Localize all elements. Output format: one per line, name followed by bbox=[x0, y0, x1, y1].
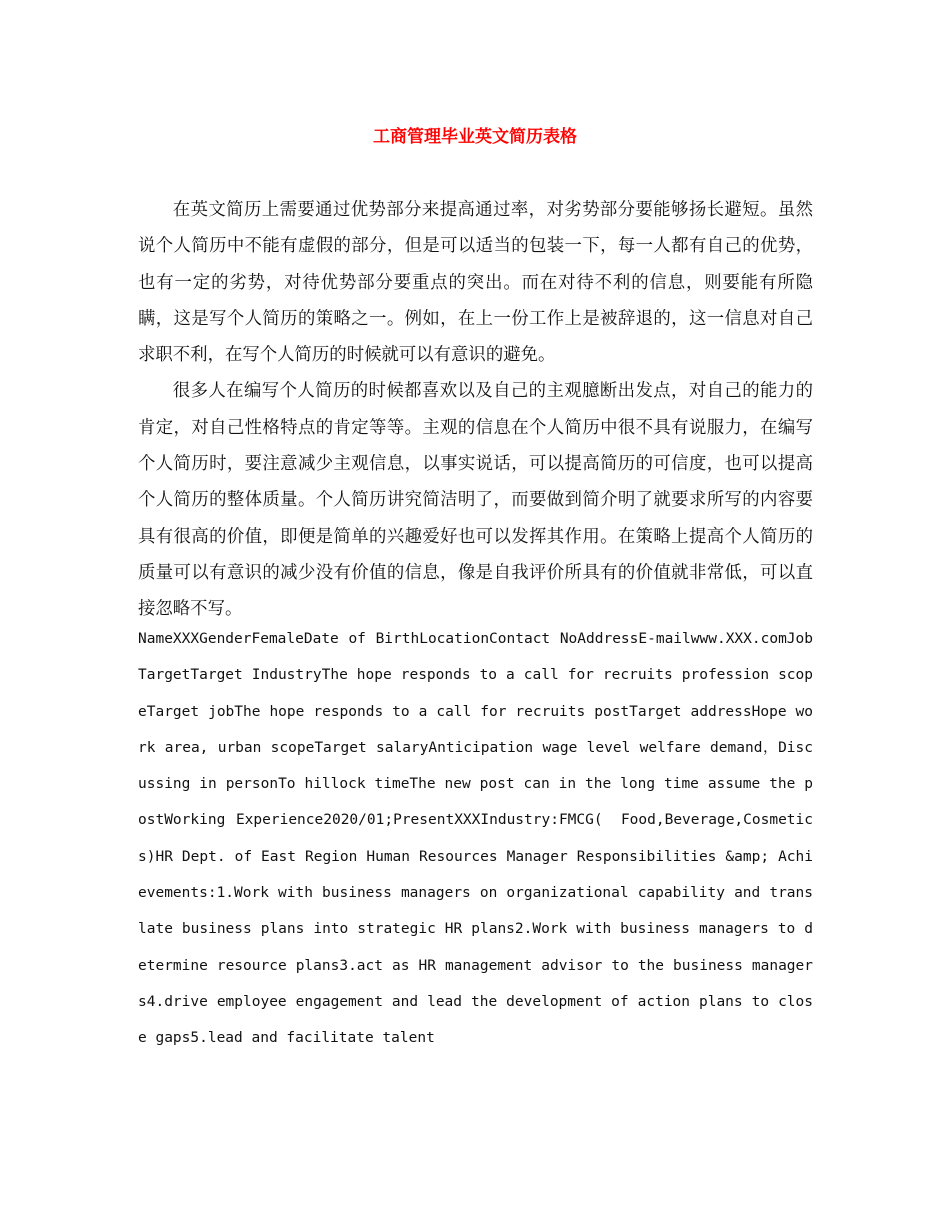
english-resume-text: NameXXXGenderFemaleDate of BirthLocationContact NoAddressE-mailwww.XXX.comJob TargetTarget IndustryThe hope responds to a call for recruits profession scopeTarget jobThe hope responds to a call for recruits postTarget addressHope work area, urban scopeTarget salaryAnticipation wage level welfare demand，Discussing in personTo hillock timeThe new post can in the long time assume the postWorking Experience2020/01;PresentXXXIndustry:FMCG( Food,Beverage,Cosmetics)HR Dept. of East Region Human Resources Manager Responsibilities &amp; Achievements:1.Work with business managers on organizational capability and translate business plans into strategic HR plans2.Work with business managers to determine resource plans3.act as HR management advisor to the business managers4.drive employee engagement and lead the development of action plans to close gaps5.lead and facilitate talent bbox=[138, 631, 813, 1047]
chinese-body bbox=[138, 192, 813, 628]
paragraph-1: 在英文简历上需要通过优势部分来提高通过率，对劣势部分要能够扬长避短。虽然说个人简历中不能有虚假的部分，但是可以适当的包装一下，每一人都有自己的优势，也有一定的劣势，对待优势部分要重点的突出。而在对待不利的信息，则要能有所隐瞒，这是写个人简历的策略之一。例如，在上一份工作上是被辞退的，这一信息对自己求职不利，在写个人简历的时候就可以有意识的避免。 bbox=[138, 200, 813, 366]
paragraph-2: 很多人在编写个人简历的时候都喜欢以及自己的主观臆断出发点，对自己的能力的肯定，对自己性格特点的肯定等等。主观的信息在个人简历中很不具有说服力，在编写个人简历时，要注意减少主观信息，以事实说话，可以提高简历的可信度，也可以提高个人简历的整体质量。个人简历讲究简洁明了，而要做到简介明了就要求所写的内容要具有很高的价值，即便是简单的兴趣爱好也可以发挥其作用。在策略上提高个人简历的质量可以有意识的减少没有价值的信息，像是自我评价所具有的价值就非常低，可以直接忽略不写。 bbox=[138, 381, 813, 620]
document-title: 工商管理毕业英文简历表格 bbox=[373, 127, 577, 147]
english-resume-block bbox=[138, 621, 813, 1057]
